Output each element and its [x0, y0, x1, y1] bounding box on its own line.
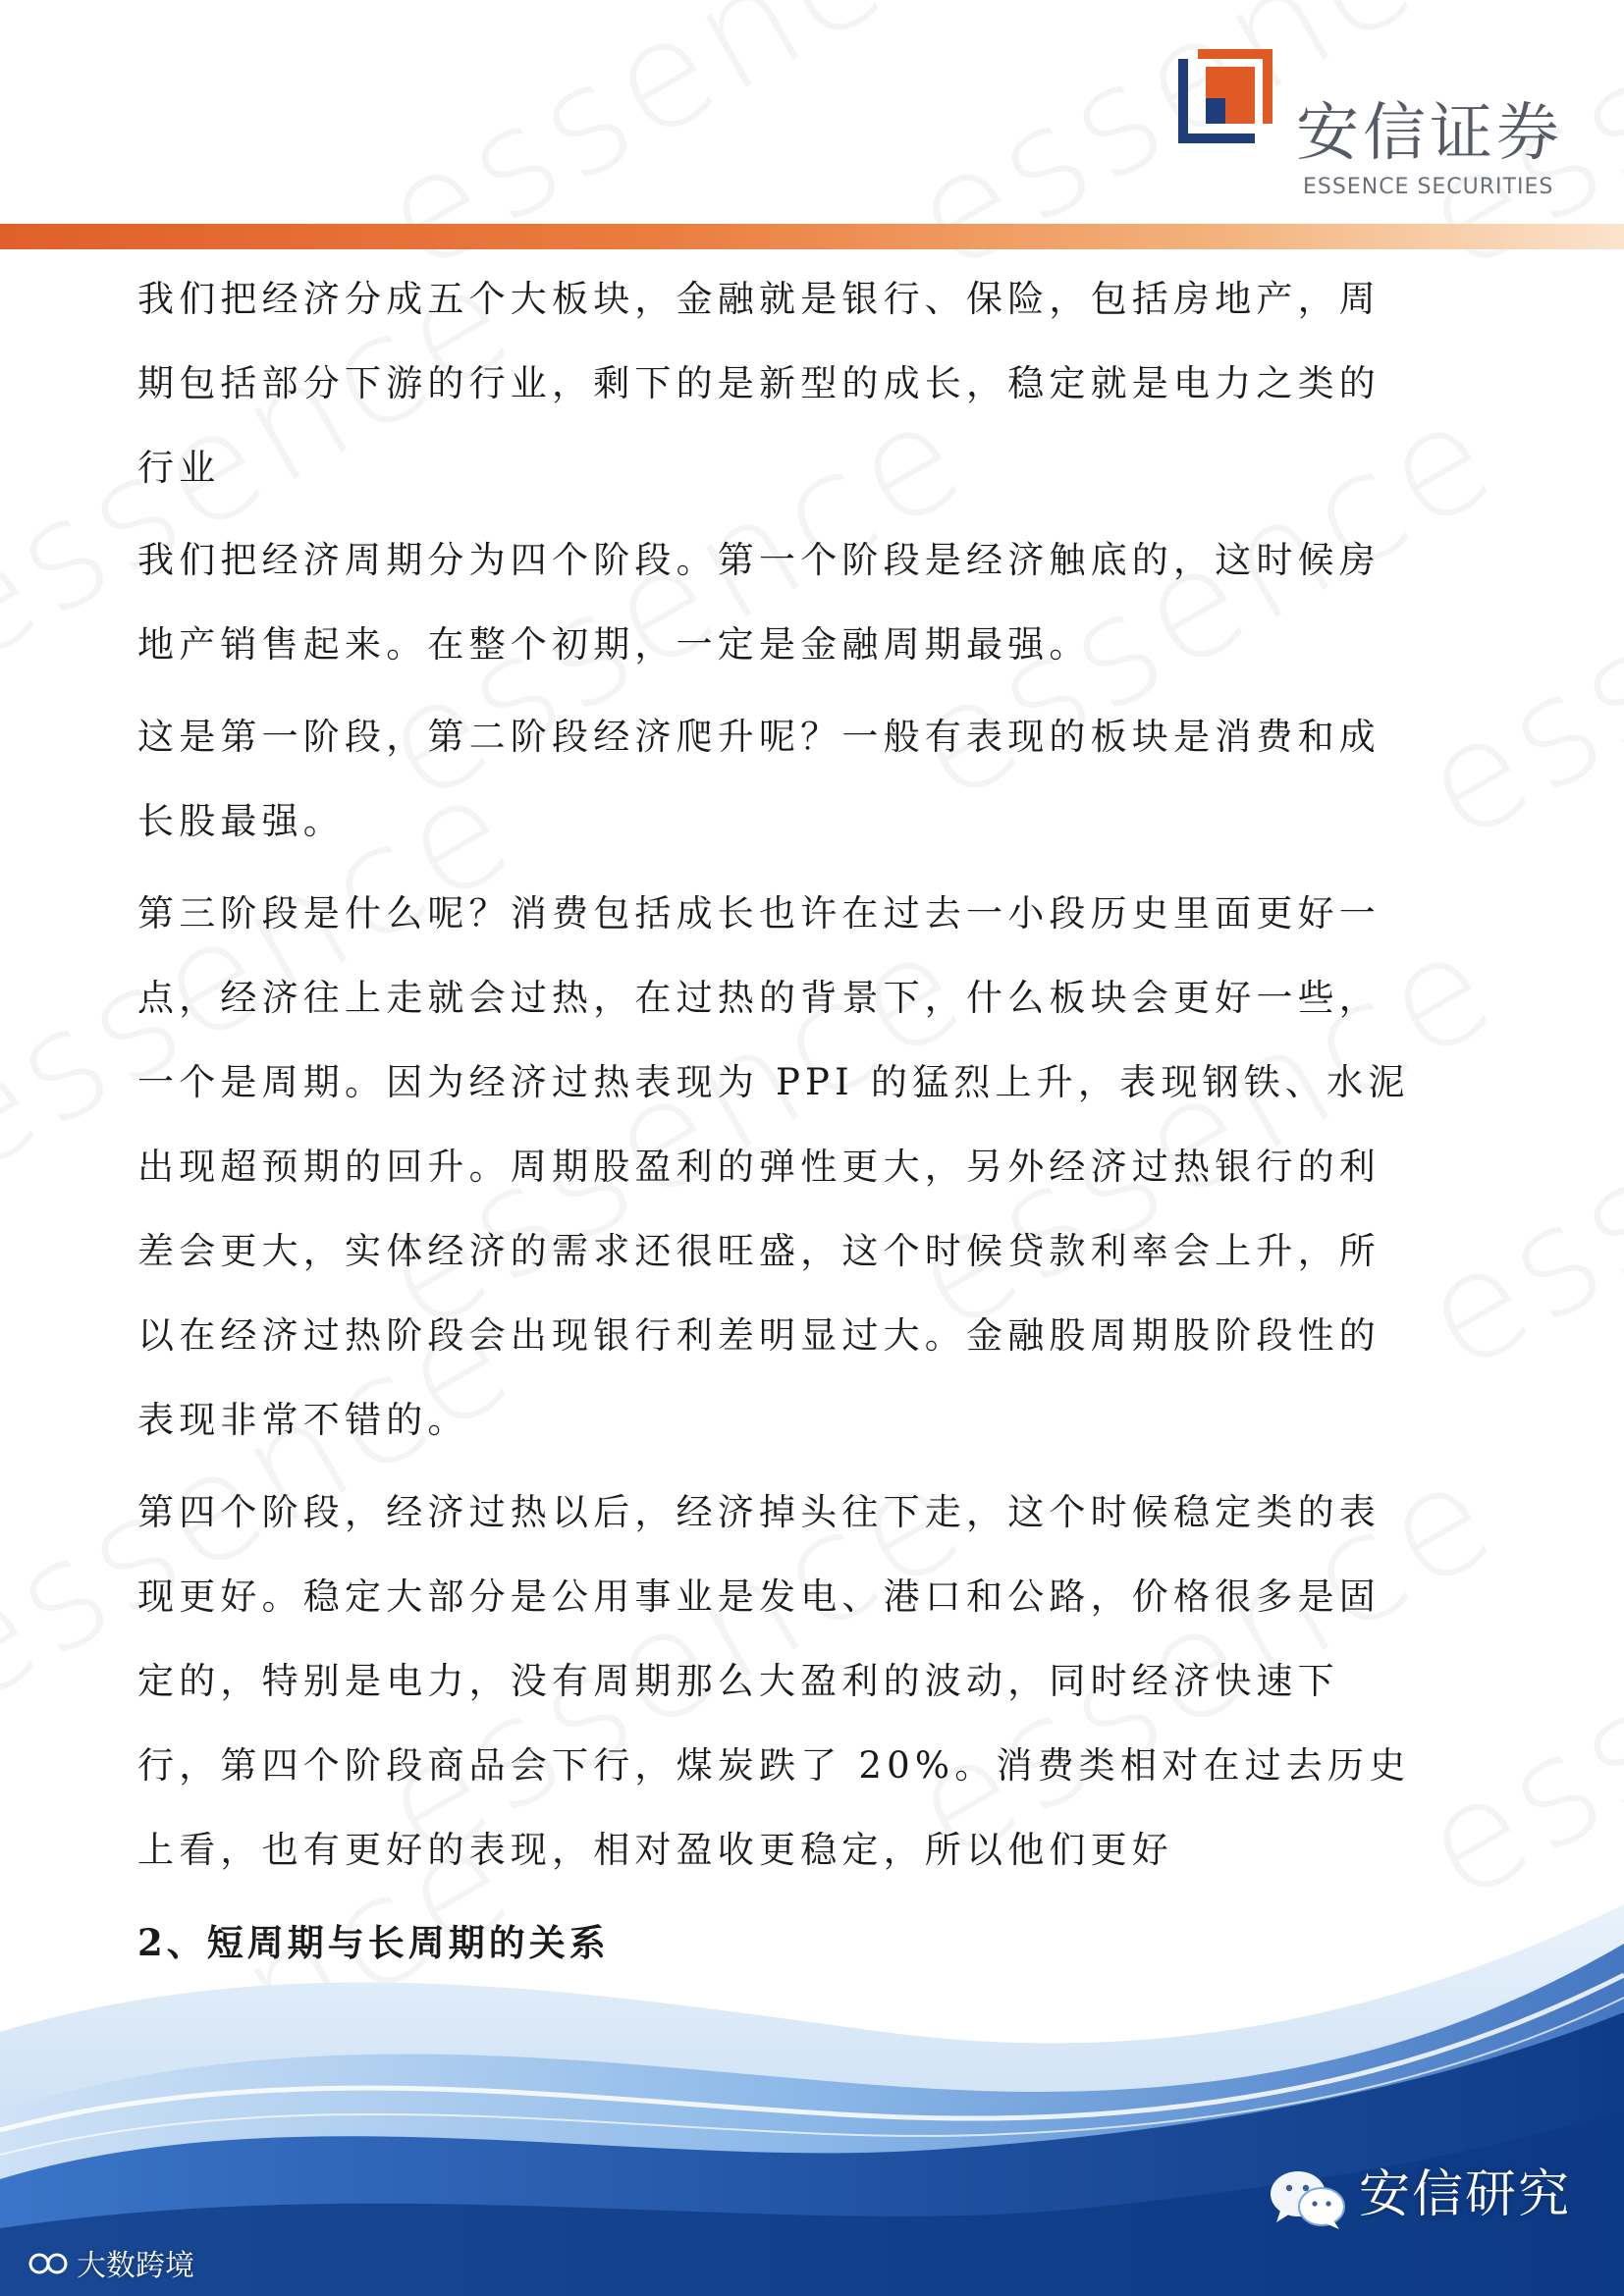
text-line: 我们把经济分成五个大板块，金融就是银行、保险，包括房地产，周 — [137, 278, 1380, 320]
brand-name-en: ESSENCE SECURITIES — [1303, 175, 1554, 199]
wechat-account-label: 安信研究 — [1359, 2165, 1572, 2224]
text-line: 定的，特别是电力，没有周期那么大盈利的波动，同时经济快速下 — [137, 1660, 1339, 1702]
section-heading: 2、短周期与长周期的关系 — [137, 1921, 610, 1964]
paragraph — [137, 695, 1453, 864]
essence-logo-icon — [1176, 47, 1274, 145]
header-accent-bar — [0, 224, 1624, 249]
text-line: 期包括部分下游的行业，剩下的是新型的成长，稳定就是电力之类的 — [137, 362, 1380, 404]
text-line: 这是第一阶段，第二阶段经济爬升呢？一般有表现的板块是消费和成 — [137, 716, 1380, 758]
text-line: 差会更大，实体经济的需求还很旺盛，这个时候贷款利率会上升，所 — [137, 1230, 1380, 1272]
text-line: 点，经济往上走就会过热，在过热的背景下，什么板块会更好一些， — [137, 977, 1380, 1019]
page-footer — [0, 1885, 1624, 2296]
text-line: 现更好。稳定大部分是公用事业是发电、港口和公路，价格很多是固 — [137, 1575, 1380, 1618]
paragraph — [137, 1470, 1453, 1893]
text-line: 地产销售起来。在整个初期，一定是金融周期最强。 — [137, 623, 1091, 666]
footer-wave-graphic — [0, 1885, 1624, 2296]
page-header — [0, 0, 1624, 255]
text-line: 长股最强。 — [137, 800, 345, 842]
source-logo-icon — [27, 2246, 71, 2281]
text-line: 我们把经济周期分为四个阶段。第一个阶段是经济触底的，这时候房 — [137, 539, 1380, 581]
text-line: 上看，也有更好的表现，相对盈收更稳定，所以他们更好 — [137, 1829, 1173, 1871]
brand-name-cn: 安信证券 — [1296, 97, 1563, 170]
text-line: 行业 — [137, 447, 221, 489]
paragraph — [137, 872, 1453, 1463]
text-line: 以在经济过热阶段会出现银行利差明显过大。金融股周期股阶段性的 — [137, 1314, 1380, 1357]
text-line: 表现非常不错的。 — [137, 1399, 469, 1441]
text-line: 一个是周期。因为经济过热表现为 PPI 的猛烈上升，表现钢铁、水泥 — [137, 1061, 1410, 1103]
paragraph — [137, 257, 1453, 510]
document-body — [137, 257, 1453, 1985]
text-line: 第四个阶段，经济过热以后，经济掉头往下走，这个时候稳定类的表 — [137, 1491, 1380, 1533]
text-line: 行，第四个阶段商品会下行，煤炭跌了 20%。消费类相对在过去历史 — [137, 1744, 1411, 1787]
text-line: 第三阶段是什么呢？消费包括成长也许在过去一小段历史里面更好一 — [137, 892, 1380, 934]
source-watermark-label: 大数跨境 — [77, 2249, 194, 2283]
paragraph — [137, 518, 1453, 687]
wechat-icon — [1269, 2167, 1347, 2232]
text-line: 出现超预期的回升。周期股盈利的弹性更大，另外经济过热银行的利 — [137, 1146, 1380, 1188]
